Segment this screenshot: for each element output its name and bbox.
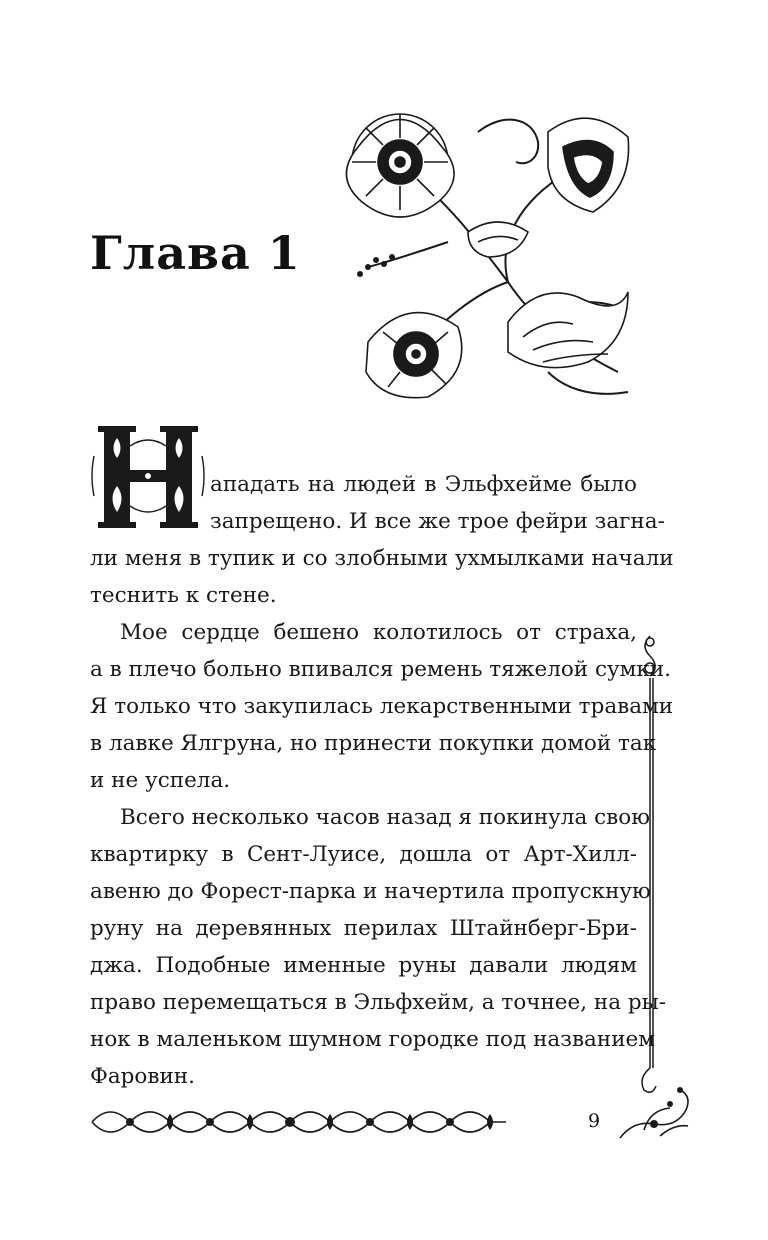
text-line: право перемещаться в Эльфхейм, а точнее, на ры- [90,990,667,1015]
text-line: ли меня в тупик и со злобными ухмылками начали [90,546,674,571]
drop-cap [90,426,206,528]
corner-ornament [614,1080,694,1142]
text-line: Всего несколько часов назад я покинула свою [120,805,650,830]
text-line: авеню до Форест-парка и начертила пропускную [90,879,651,904]
text-line: Мое сердце бешено колотилось от страха, [120,620,637,645]
text-line: запрещено. И все же трое фейри загна- [210,509,665,534]
text-line: нок в маленьком шумном городке под названием [90,1027,655,1052]
text-line: теснить к стене. [90,583,277,608]
floral-illustration [328,92,640,414]
text-line: в лавке Ялгруна, но принести покупки домой так [90,731,657,756]
text-line: джа. Подобные именные руны давали людям [90,953,637,978]
text-line: ападать на людей в Эльфхейме было [210,472,637,497]
text-line: квартирку в Сент-Луисе, дошла от Арт-Хилл- [90,842,637,867]
text-line: и не успела. [90,768,231,793]
bottom-scroll-ornament [90,1100,508,1144]
text-line: Фаровин. [90,1064,195,1089]
side-filigree-rule [630,628,670,1098]
chapter-title: Глава 1 [90,226,301,280]
page-number: 9 [588,1110,601,1132]
text-line: руну на деревянных перилах Штайнберг-Бри- [90,916,637,941]
drop-cap-letter [90,426,206,528]
text-line: Я только что закупилась лекарственными травами [90,694,674,719]
text-line: а в плечо больно впивался ремень тяжелой сумки. [90,657,671,682]
